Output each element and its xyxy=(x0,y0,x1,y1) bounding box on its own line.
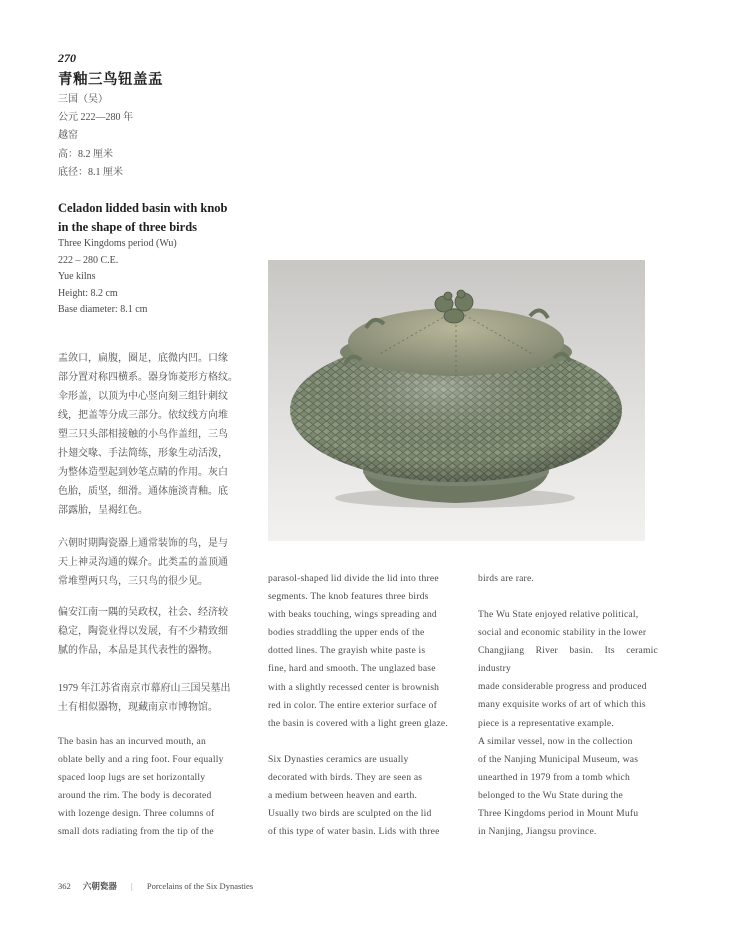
chinese-paragraph-birds xyxy=(58,534,240,591)
chinese-paragraph-description xyxy=(58,349,240,520)
text-line: 为整体造型起到妙笔点睛的作用。灰白 xyxy=(58,467,228,478)
text-line: bodies straddling the upper ends of the xyxy=(268,627,425,639)
text-line: Changjiang River basin. Its ceramic industry xyxy=(478,645,658,675)
text-line: many exquisite works of art of which this xyxy=(478,699,646,711)
chinese-paragraph-similar-vessel xyxy=(58,679,240,717)
text-line: 常堆塑两只鸟，三只鸟的很少见。 xyxy=(58,576,208,587)
english-meta-period: Three Kingdoms period (Wu) xyxy=(58,238,177,249)
text-line: parasol-shaped lid divide the lid into three xyxy=(268,573,439,584)
english-meta-base: Base diameter: 8.1 cm xyxy=(58,304,148,315)
text-line: fine, hard and smooth. The unglazed base xyxy=(268,663,436,675)
text-line: in Nanjing, Jiangsu province. xyxy=(478,826,597,838)
text-line: 塑三只头部相接触的小鸟作盖纽，三鸟 xyxy=(58,429,228,440)
text-line: Six Dynasties ceramics are usually xyxy=(268,754,409,765)
text-line: The basin has an incurved mouth, an xyxy=(58,736,206,747)
page-footer xyxy=(58,880,253,892)
text-line: birds are rare. xyxy=(478,573,534,584)
chinese-title: 青釉三鸟钮盖盂 xyxy=(58,72,163,88)
text-line: A similar vessel, now in the collection xyxy=(478,736,633,747)
text-line: unearthed in 1979 from a tomb which xyxy=(478,772,630,784)
text-line: 土有相似器物，现藏南京市博物馆。 xyxy=(58,702,218,713)
catalog-number: 270 xyxy=(58,51,76,65)
chinese-meta-base: 底径：8.1 厘米 xyxy=(58,166,123,178)
chinese-meta-kiln: 越窑 xyxy=(58,130,78,142)
celadon-basin-illustration xyxy=(268,260,645,541)
english-metadata xyxy=(58,236,177,319)
text-line: around the rim. The body is decorated xyxy=(58,790,212,802)
text-line: with a slightly recessed center is brownish xyxy=(268,681,440,693)
text-line: the basin is covered with a light green glaze. xyxy=(268,717,448,729)
text-line: belonged to the Wu State during the xyxy=(478,790,623,802)
english-col3-paragraph-wu-state xyxy=(478,606,658,733)
chinese-metadata xyxy=(58,91,133,182)
text-line: of this type of water basin. Lids with three xyxy=(268,826,440,838)
text-line: dotted lines. The grayish white paste is xyxy=(268,645,426,657)
text-line: with lozenge design. Three columns of xyxy=(58,808,215,820)
vessel-photo xyxy=(268,260,645,541)
text-line: 六朝时期陶瓷器上通常装饰的鸟，是与 xyxy=(58,538,228,549)
text-line: a medium between heaven and earth. xyxy=(268,790,418,802)
english-col2-paragraph-description xyxy=(268,570,448,733)
text-line: social and economic stability in the lower xyxy=(478,627,647,639)
page-number: 362 xyxy=(58,881,71,891)
text-line: 腻的作品，本品是其代表性的器物。 xyxy=(58,645,218,656)
text-line: 色胎，质坚，细滑。通体施淡青釉。底 xyxy=(58,486,228,497)
text-line: 线，把盖等分成三部分。依纹线方向堆 xyxy=(58,410,228,421)
chinese-meta-date: 公元 222—280 年 xyxy=(58,112,133,124)
text-line: piece is a representative example. xyxy=(478,717,614,729)
text-line: 偏安江南一隅的吴政权，社会、经济较 xyxy=(58,607,228,618)
footer-chinese-section: 六朝瓷器 xyxy=(82,881,117,891)
english-col3-paragraph-similar-vessel xyxy=(478,733,658,842)
text-line: The Wu State enjoyed relative political, xyxy=(478,609,639,620)
text-line: 伞形盖，以顶为中心竖向刻三组针刺纹 xyxy=(58,391,228,402)
english-col1-paragraph xyxy=(58,733,238,842)
footer-separator: | xyxy=(131,881,133,891)
text-line: 稳定，陶瓷业得以发展，有不少精致细 xyxy=(58,626,228,637)
text-line: decorated with birds. They are seen as xyxy=(268,772,423,784)
text-line: 部露胎，呈褐红色。 xyxy=(58,505,148,516)
english-col2-paragraph-birds xyxy=(268,751,448,841)
text-line: 部分置对称四横系。器身饰菱形方格纹。 xyxy=(58,372,238,383)
chinese-meta-height: 高：8.2 厘米 xyxy=(58,148,113,160)
text-line: Three Kingdoms period in Mount Mufu xyxy=(478,808,639,820)
english-col3-paragraph-continued xyxy=(478,570,658,588)
english-meta-date: 222 – 280 C.E. xyxy=(58,254,119,266)
text-line: of the Nanjing Municipal Museum, was xyxy=(478,754,639,766)
text-line: with beaks touching, wings spreading and xyxy=(268,609,437,621)
text-line: spaced loop lugs are set horizontally xyxy=(58,772,206,784)
english-title-line: Celadon lidded basin with knob xyxy=(58,201,228,215)
chinese-meta-period: 三国（吴） xyxy=(58,94,108,105)
english-title xyxy=(58,199,258,236)
english-meta-height: Height: 8.2 cm xyxy=(58,287,118,299)
text-line: 盂敛口，扁腹，圈足，底微内凹。口缘 xyxy=(58,353,228,364)
text-line: 扑翅交喙、手法简练，形象生动活泼， xyxy=(58,448,228,459)
footer-english-section: Porcelains of the Six Dynasties xyxy=(146,881,254,891)
chinese-paragraph-wu-state xyxy=(58,603,240,660)
english-meta-kiln: Yue kilns xyxy=(58,271,96,282)
text-line: oblate belly and a ring foot. Four equally xyxy=(58,754,224,766)
text-line: Usually two birds are sculpted on the lid xyxy=(268,808,432,820)
text-line: 天上神灵沟通的媒介。此类盂的盖顶通 xyxy=(58,557,228,568)
text-line: 1979 年江苏省南京市幕府山三国吴墓出 xyxy=(58,683,231,694)
text-line: segments. The knob features three birds xyxy=(268,591,429,603)
text-line: made considerable progress and produced xyxy=(478,681,647,693)
text-line: red in color. The entire exterior surface of xyxy=(268,699,437,711)
english-title-line: in the shape of three birds xyxy=(58,219,198,234)
text-line: small dots radiating from the tip of the xyxy=(58,826,214,838)
